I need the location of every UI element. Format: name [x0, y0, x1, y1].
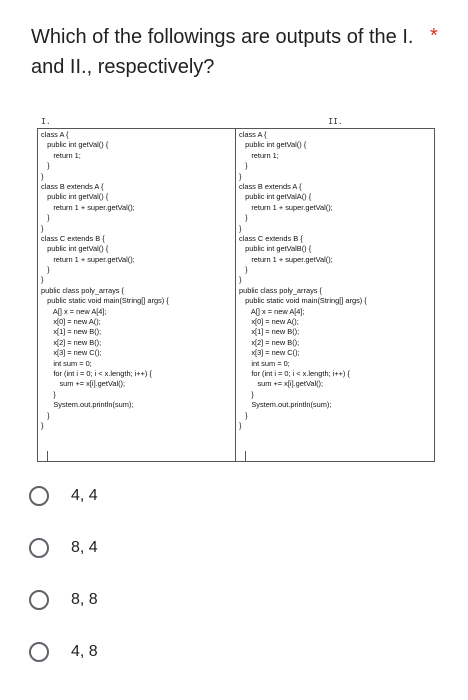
- code-line: System.out.println(sum);: [41, 400, 134, 410]
- code-line: }: [41, 265, 50, 275]
- code-line: A[] x = new A[4];: [239, 306, 305, 316]
- option-label: 4, 8: [71, 643, 98, 660]
- code-line: sum += x[i].getVal();: [41, 379, 126, 389]
- code-line: }: [41, 410, 50, 420]
- code-line: }: [239, 420, 242, 430]
- code-line: return 1 + super.getVal();: [41, 202, 135, 212]
- required-asterisk: *: [430, 25, 438, 47]
- code-line: class A {: [239, 130, 267, 139]
- option-4[interactable]: [29, 636, 329, 672]
- code-line: x[0] = new A();: [41, 317, 101, 327]
- closing-brace-marker: [236, 451, 246, 461]
- radio-button[interactable]: [29, 486, 49, 506]
- option-label: 4, 4: [71, 487, 98, 504]
- code-column-i: [37, 116, 236, 462]
- code-line: }: [41, 161, 50, 171]
- code-line: }: [41, 213, 50, 223]
- code-line: public int getValB() {: [239, 244, 312, 254]
- code-line: System.out.println(sum);: [239, 400, 332, 410]
- code-line: public int getValA() {: [239, 192, 312, 202]
- code-box-ii: [236, 128, 435, 462]
- code-line: }: [41, 223, 44, 233]
- code-line: class B extends A {: [239, 181, 302, 191]
- code-line: class A {: [41, 130, 69, 139]
- code-line: class C extends B {: [41, 233, 105, 243]
- code-line: return 1;: [239, 150, 279, 160]
- code-line: }: [239, 223, 242, 233]
- code-line: return 1 + super.getVal();: [41, 254, 135, 264]
- question-text: Which of the followings are outputs of the I. and II., respectively?: [31, 26, 414, 78]
- code-line: return 1;: [41, 150, 81, 160]
- code-line: int sum = 0;: [239, 358, 290, 368]
- code-line: x[1] = new B();: [239, 327, 300, 337]
- code-lines-i: [41, 130, 233, 431]
- column-header-ii: II.: [328, 117, 343, 126]
- code-box-i: [37, 128, 236, 462]
- code-line: }: [41, 171, 44, 181]
- closing-brace-marker: [38, 451, 48, 461]
- code-line: public int getVal() {: [41, 192, 109, 202]
- code-line: sum += x[i].getVal();: [239, 379, 324, 389]
- code-line: int sum = 0;: [41, 358, 92, 368]
- code-line: }: [239, 213, 248, 223]
- code-line: }: [239, 265, 248, 275]
- option-label: 8, 4: [71, 539, 98, 556]
- column-header-i: I.: [41, 117, 51, 126]
- code-line: public static void main(String[] args) {: [239, 296, 367, 306]
- code-line: }: [41, 389, 56, 399]
- code-line: }: [239, 410, 248, 420]
- code-line: }: [239, 275, 242, 285]
- code-line: }: [41, 420, 44, 430]
- code-line: }: [239, 389, 254, 399]
- code-comparison-image: [37, 116, 435, 462]
- code-line: public static void main(String[] args) {: [41, 296, 169, 306]
- code-line: x[0] = new A();: [239, 317, 299, 327]
- code-line: x[3] = new C();: [41, 348, 102, 358]
- code-line: }: [239, 161, 248, 171]
- code-line: x[2] = new B();: [41, 337, 102, 347]
- radio-button[interactable]: [29, 590, 49, 610]
- code-line: class B extends A {: [41, 181, 104, 191]
- code-line: }: [239, 171, 242, 181]
- question-title: [31, 22, 451, 82]
- radio-button[interactable]: [29, 642, 49, 662]
- code-line: return 1 + super.getVal();: [239, 254, 333, 264]
- radio-button[interactable]: [29, 538, 49, 558]
- code-line: x[1] = new B();: [41, 327, 102, 337]
- code-lines-ii: [239, 130, 432, 431]
- code-line: }: [41, 275, 44, 285]
- code-line: public int getVal() {: [41, 244, 109, 254]
- code-line: public int getVal() {: [41, 140, 109, 150]
- code-line: x[3] = new C();: [239, 348, 300, 358]
- code-line: class C extends B {: [239, 233, 303, 243]
- code-line: return 1 + super.getVal();: [239, 202, 333, 212]
- option-2[interactable]: [29, 532, 329, 568]
- code-line: public class poly_arrays {: [239, 285, 322, 295]
- option-1[interactable]: [29, 480, 329, 516]
- code-line: A[] x = new A[4];: [41, 306, 107, 316]
- option-3[interactable]: [29, 584, 329, 620]
- code-line: public class poly_arrays {: [41, 285, 124, 295]
- code-line: public int getVal() {: [239, 140, 307, 150]
- option-label: 8, 8: [71, 591, 98, 608]
- code-line: for (int i = 0; i < x.length; i++) {: [41, 368, 152, 378]
- code-line: x[2] = new B();: [239, 337, 300, 347]
- code-column-ii: [236, 116, 435, 462]
- code-line: for (int i = 0; i < x.length; i++) {: [239, 368, 350, 378]
